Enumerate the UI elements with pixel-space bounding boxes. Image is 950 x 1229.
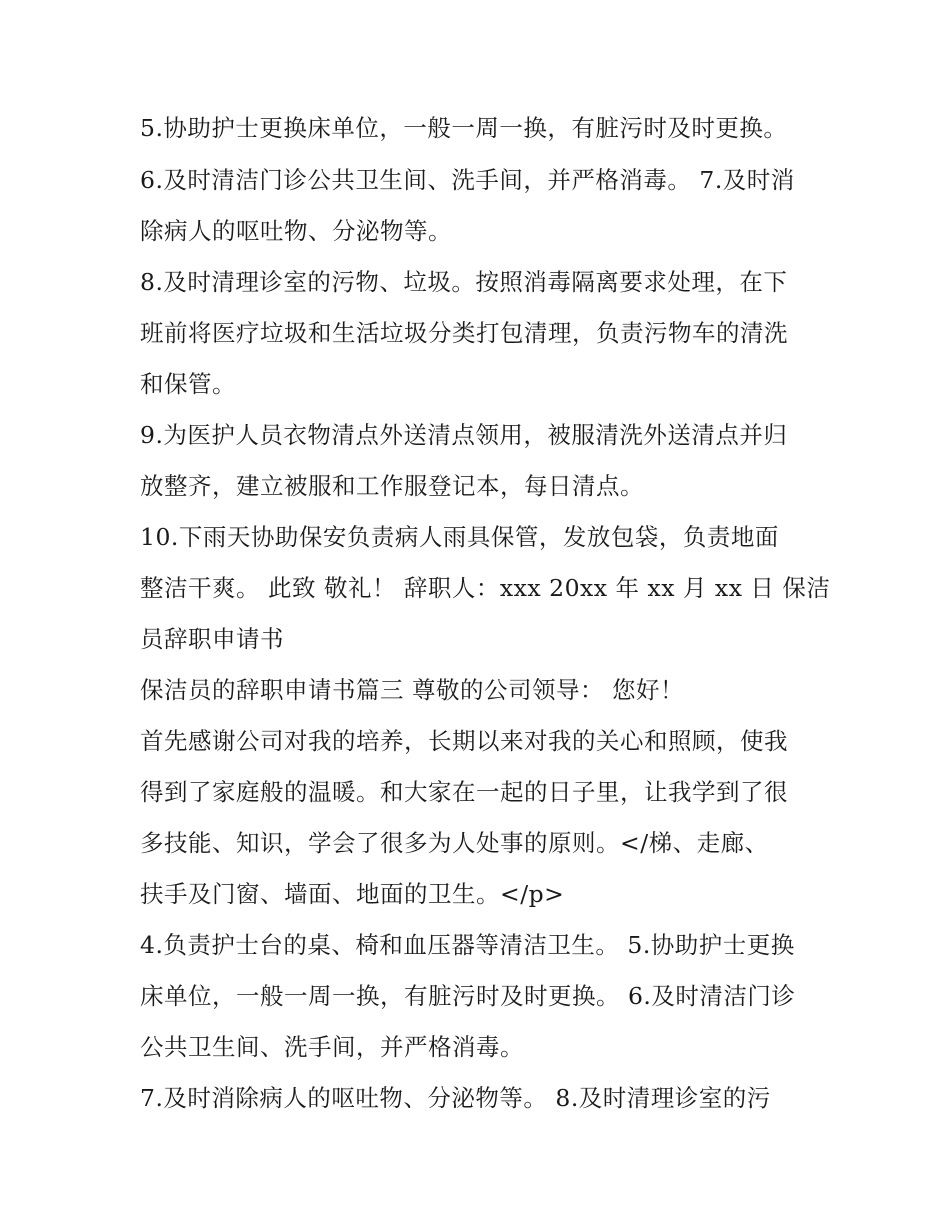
text-line: 5.协助护士更换床单位，一般一周一换，有脏污时及时更换。 bbox=[140, 114, 788, 142]
text-line: 得到了家庭般的温暖。和大家在一起的日子里，让我学到了很 bbox=[140, 778, 788, 806]
text-line: 班前将医疗垃圾和生活垃圾分类打包清理，负责污物车的清洗 bbox=[140, 319, 788, 347]
text-line: 4.负责护士台的桌、椅和血压器等清洁卫生。 5.协助护士更换 bbox=[140, 931, 795, 959]
text-line: 首先感谢公司对我的培养，长期以来对我的关心和照顾，使我 bbox=[140, 727, 788, 755]
text-line: 除病人的呕吐物、分泌物等。 bbox=[140, 217, 452, 245]
text-line: 保洁员的辞职申请书篇三 尊敬的公司领导： 您好！ bbox=[140, 676, 684, 704]
text-line: 床单位，一般一周一换，有脏污时及时更换。 6.及时清洁门诊 bbox=[140, 982, 796, 1010]
text-line: 7.及时消除病人的呕吐物、分泌物等。 8.及时清理诊室的污 bbox=[140, 1084, 771, 1112]
text-line: 8.及时清理诊室的污物、垃圾。按照消毒隔离要求处理，在下 bbox=[140, 268, 788, 296]
text-line: 10.下雨天协助保安负责病人雨具保管，发放包袋，负责地面 bbox=[140, 523, 779, 551]
text-line: 放整齐，建立被服和工作服登记本，每日清点。 bbox=[140, 472, 644, 500]
text-line: 扶手及门窗、墙面、地面的卫生。</p> bbox=[140, 880, 565, 908]
text-line: 员辞职申请书 bbox=[140, 625, 284, 653]
text-line: 6.及时清洁门诊公共卫生间、洗手间，并严格消毒。 7.及时消 bbox=[140, 166, 795, 194]
text-line: 公共卫生间、洗手间，并严格消毒。 bbox=[140, 1033, 524, 1061]
text-line: 和保管。 bbox=[140, 370, 236, 398]
text-line: 整洁干爽。 此致 敬礼！ 辞职人：xxx 20xx 年 xx 月 xx 日 保洁 bbox=[140, 574, 831, 602]
text-line: 多技能、知识，学会了很多为人处事的原则。</梯、走廊、 bbox=[140, 829, 769, 857]
text-line: 9.为医护人员衣物清点外送清点领用，被服清洗外送清点并归 bbox=[140, 421, 788, 449]
